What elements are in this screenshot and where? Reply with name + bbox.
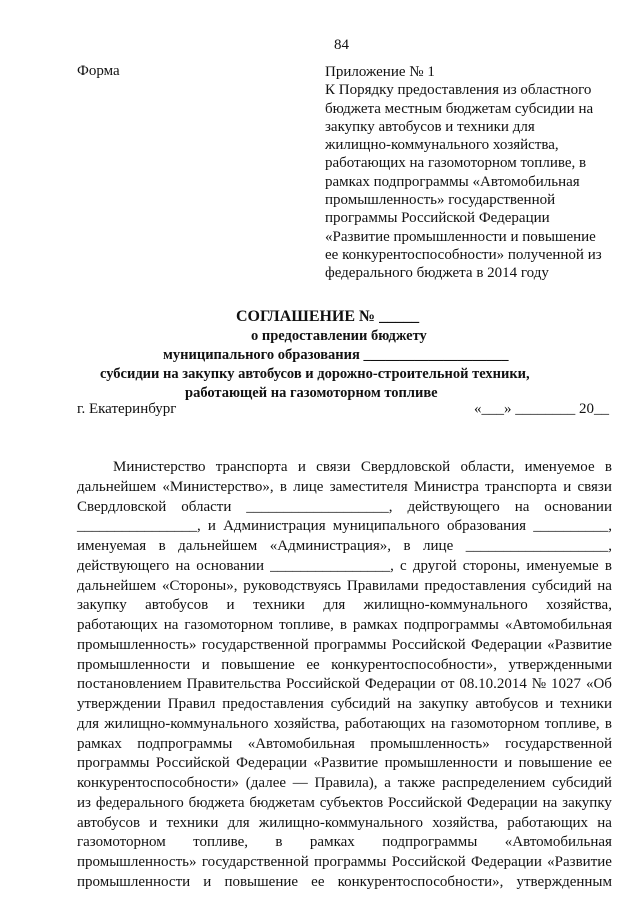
- body-line: именуемая в дальнейшем «Администрация», в лице ___________________,: [77, 538, 612, 554]
- title-line: муниципального образования ____________________: [163, 347, 509, 363]
- body-line: утверждении Правил предоставления субсидий на закупку автобусов и техники: [77, 696, 612, 712]
- appendix-line: закупку автобусов и техники для: [325, 118, 535, 135]
- appendix-line: ее конкурентоспособности» полученной из: [325, 246, 602, 263]
- body-line: промышленности и повышение ее конкурентоспособности», утвержденным: [77, 873, 612, 890]
- form-label: Форма: [77, 63, 120, 79]
- body-line: действующего на основании ________________, с другой стороны, именуемые в: [77, 557, 612, 574]
- title-line: работающей на газомоторном топливе: [185, 385, 438, 401]
- appendix-line: жилищно-коммунального хозяйства,: [325, 137, 559, 154]
- body-line: закупку автобусов и техники для жилищно-коммунального хозяйства,: [77, 597, 612, 614]
- title-line: о предоставлении бюджету: [251, 328, 427, 344]
- appendix-line: «Развитие промышленности и повышение: [325, 228, 596, 245]
- page-number: 84: [334, 37, 349, 53]
- title-line: субсидии на закупку автобусов и дорожно-строительной техники,: [100, 366, 530, 382]
- appendix-line: работающих на газомоторном топливе, в: [325, 155, 587, 172]
- body-line: для жилищно-коммунального хозяйства, работающих на газомоторном топливе, в: [77, 715, 612, 732]
- body-line: программы Российской Федерации «Развитие промышленности и повышение ее: [77, 755, 612, 772]
- agreement-title: СОГЛАШЕНИЕ № _____: [236, 308, 420, 325]
- appendix-line: программы Российской Федерации: [325, 210, 550, 227]
- city-name: г. Екатеринбург: [77, 401, 177, 417]
- body-line: газомоторном топливе, в рамках подпрограммы «Автомобильная: [77, 834, 612, 851]
- body-line: из федерального бюджета бюджетам субъектов Российской Федерации на закупку: [77, 794, 612, 811]
- date-placeholder: «___» ________ 20__: [474, 401, 609, 417]
- appendix-line: бюджета местным бюджетам субсидии на: [325, 100, 594, 117]
- body-line: конкурентоспособности» (далее — Правила), а также распределением субсидий: [77, 775, 612, 791]
- body-line: автобусов и техники для жилищно-коммунального хозяйства, работающих на: [77, 814, 612, 831]
- appendix-line: Приложение № 1: [325, 64, 435, 80]
- appendix-line: К Порядку предоставления из областного: [325, 82, 592, 99]
- body-line: постановлением Правительства Российской Федерации от 08.10.2014 № 1027 «Об: [77, 676, 612, 693]
- body-line: дальнейшем «Министерство», в лице заместителя Министра транспорта и связи: [77, 478, 612, 495]
- body-line: промышленность» государственной программы Российской Федерации «Развитие: [77, 854, 612, 870]
- body-line: промышленность» государственной программы Российской Федерации «Развитие: [77, 636, 612, 653]
- appendix-note: [325, 63, 625, 283]
- appendix-line: рамках подпрограммы «Автомобильная: [325, 173, 580, 190]
- appendix-line: федерального бюджета в 2014 году: [325, 265, 549, 282]
- body-line: ________________, и Администрация муниципального образования __________,: [77, 518, 612, 535]
- agreement-body: [77, 458, 612, 893]
- body-line: дальнейшем «Стороны», руководствуясь Правилами предоставления субсидий на: [77, 577, 612, 594]
- body-line: Министерство транспорта и связи Свердловской области, именуемое в: [113, 459, 612, 475]
- body-line: Свердловской области ___________________, действующего на основании: [77, 498, 612, 515]
- appendix-line: промышленность» государственной: [325, 192, 556, 209]
- body-line: промышленности и повышение ее конкурентоспособности», утвержденными: [77, 656, 612, 673]
- body-line: рамках подпрограммы «Автомобильная промышленность» государственной: [77, 735, 612, 752]
- body-line: работающих на газомоторном топливе, в рамках подпрограммы «Автомобильная: [77, 617, 612, 633]
